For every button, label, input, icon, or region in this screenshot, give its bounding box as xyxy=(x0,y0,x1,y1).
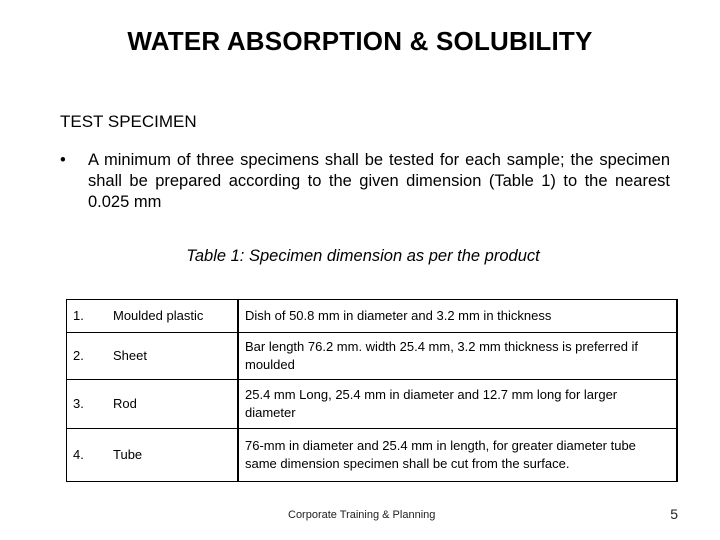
bullet-item xyxy=(60,150,670,213)
table-row xyxy=(67,380,678,429)
specimen-dimension: 25.4 mm Long, 25.4 mm in diameter and 12.7 mm long for larger diameter xyxy=(238,380,677,429)
specimen-table xyxy=(66,299,678,482)
footer-text: Corporate Training & Planning xyxy=(288,509,436,521)
specimen-dimension: 76-mm in diameter and 25.4 mm in length, for greater diameter tube same dimension specimen shall be cut from the surface. xyxy=(238,429,677,482)
table-row xyxy=(67,333,678,380)
row-number: 1. xyxy=(67,300,108,333)
bullet-icon: • xyxy=(60,151,66,169)
row-number: 2. xyxy=(67,333,108,380)
product-type: Moulded plastic xyxy=(107,300,238,333)
specimen-dimension: Bar length 76.2 mm. width 25.4 mm, 3.2 mm thickness is preferred if moulded xyxy=(238,333,677,380)
section-heading: TEST SPECIMEN xyxy=(60,112,197,131)
bullet-text: A minimum of three specimens shall be tested for each sample; the specimen shall be prepared according to the given dimension (Table 1) to the nearest 0.025 mm xyxy=(88,151,670,211)
row-number: 3. xyxy=(67,380,108,429)
product-type: Rod xyxy=(107,380,238,429)
product-type: Sheet xyxy=(107,333,238,380)
page-number: 5 xyxy=(670,506,678,522)
table-caption: Table 1: Specimen dimension as per the product xyxy=(186,247,540,265)
row-number: 4. xyxy=(67,429,108,482)
slide-title: WATER ABSORPTION & SOLUBILITY xyxy=(127,26,593,56)
table-row xyxy=(67,429,678,482)
specimen-dimension: Dish of 50.8 mm in diameter and 3.2 mm in thickness xyxy=(238,300,677,333)
product-type: Tube xyxy=(107,429,238,482)
table-row xyxy=(67,300,678,333)
